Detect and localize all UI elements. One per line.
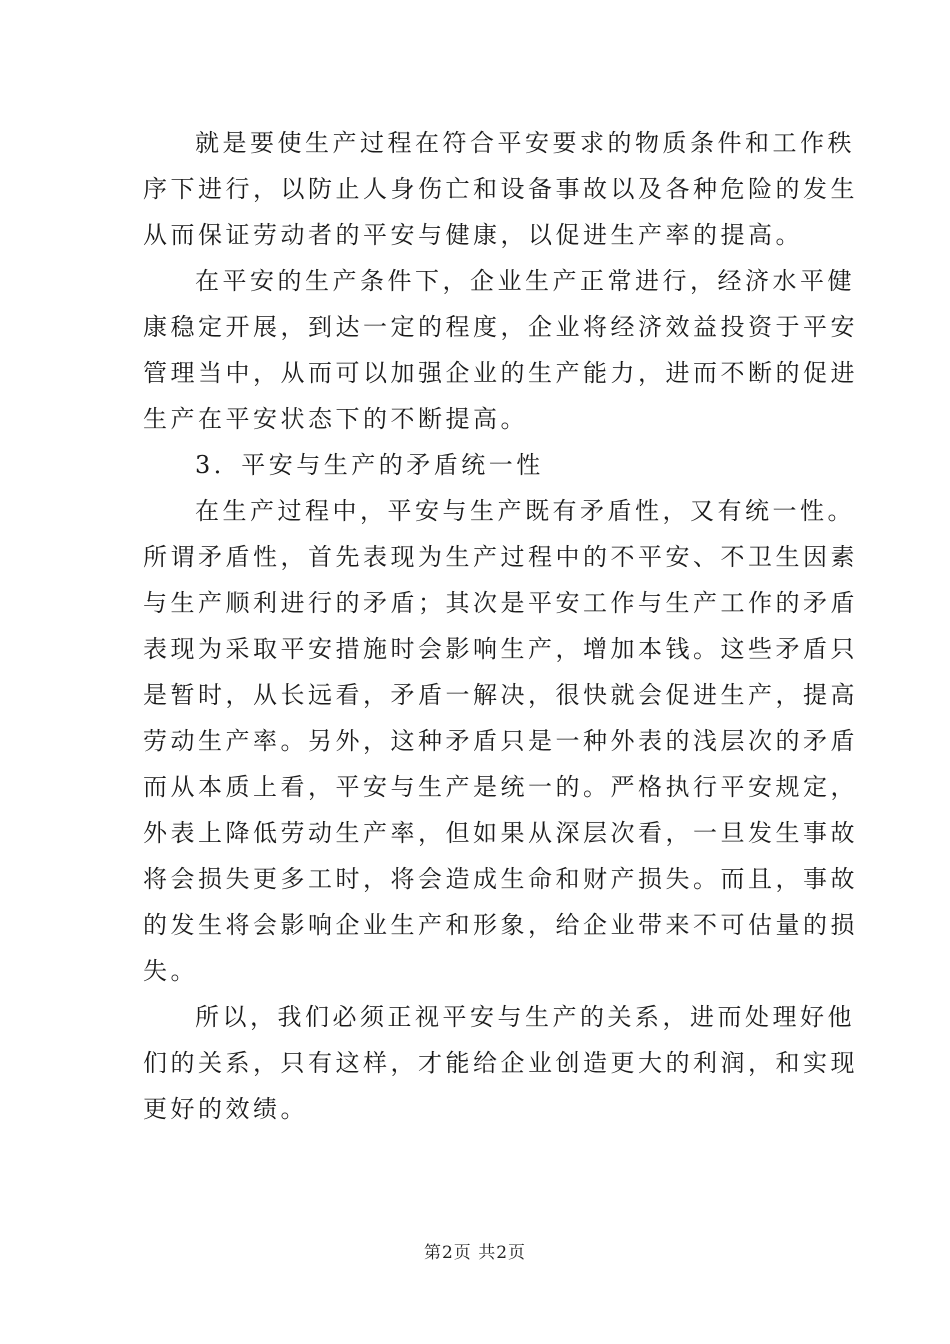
text-line: 序下进行，以防止人身伤亡和设备事故以及各种危险的发生 xyxy=(143,175,858,203)
text-line: 所谓矛盾性，首先表现为生产过程中的不平安、不卫生因素 xyxy=(143,543,858,571)
text-line: 将会损失更多工时，将会造成生命和财产损失。而且，事故 xyxy=(143,865,858,893)
text-line: 表现为采取平安措施时会影响生产，增加本钱。这些矛盾只 xyxy=(143,635,858,663)
text-line: 外表上降低劳动生产率，但如果从深层次看，一旦发生事故 xyxy=(143,819,858,847)
text-line: 生产在平安状态下的不断提高。 xyxy=(143,405,528,433)
section-heading xyxy=(143,442,811,488)
paragraph xyxy=(143,258,858,442)
paragraph xyxy=(143,120,858,258)
text-line: 们的关系，只有这样，才能给企业创造更大的利润，和实现 xyxy=(143,1049,858,1077)
page-number: 第2页 共2页 xyxy=(423,1243,527,1263)
text-line: 的发生将会影响企业生产和形象，给企业带来不可估量的损 xyxy=(143,911,858,939)
text-line: 就是要使生产过程在符合平安要求的物质条件和工作秩 xyxy=(195,129,855,157)
heading-text: 3．平安与生产的矛盾统一性 xyxy=(195,451,544,479)
text-line: 更好的效绩。 xyxy=(143,1095,308,1123)
text-line: 劳动生产率。另外，这种矛盾只是一种外表的浅层次的矛盾 xyxy=(143,727,858,755)
paragraph xyxy=(143,488,858,994)
page-footer xyxy=(0,1238,950,1263)
text-line: 失。 xyxy=(143,957,198,985)
text-line: 所以，我们必须正视平安与生产的关系，进而处理好他 xyxy=(195,1003,855,1031)
text-line: 而从本质上看，平安与生产是统一的。严格执行平安规定， xyxy=(143,773,858,801)
paragraph xyxy=(143,994,858,1132)
text-line: 管理当中，从而可以加强企业的生产能力，进而不断的促进 xyxy=(143,359,858,387)
text-line: 在平安的生产条件下，企业生产正常进行，经济水平健 xyxy=(195,267,855,295)
text-line: 康稳定开展，到达一定的程度，企业将经济效益投资于平安 xyxy=(143,313,858,341)
text-line: 在生产过程中，平安与生产既有矛盾性，又有统一性。 xyxy=(195,497,855,525)
document-body xyxy=(143,120,858,1132)
text-line: 是暂时，从长远看，矛盾一解决，很快就会促进生产，提高 xyxy=(143,681,858,709)
text-line: 与生产顺利进行的矛盾；其次是平安工作与生产工作的矛盾 xyxy=(143,589,858,617)
text-line: 从而保证劳动者的平安与健康，以促进生产率的提高。 xyxy=(143,221,803,249)
